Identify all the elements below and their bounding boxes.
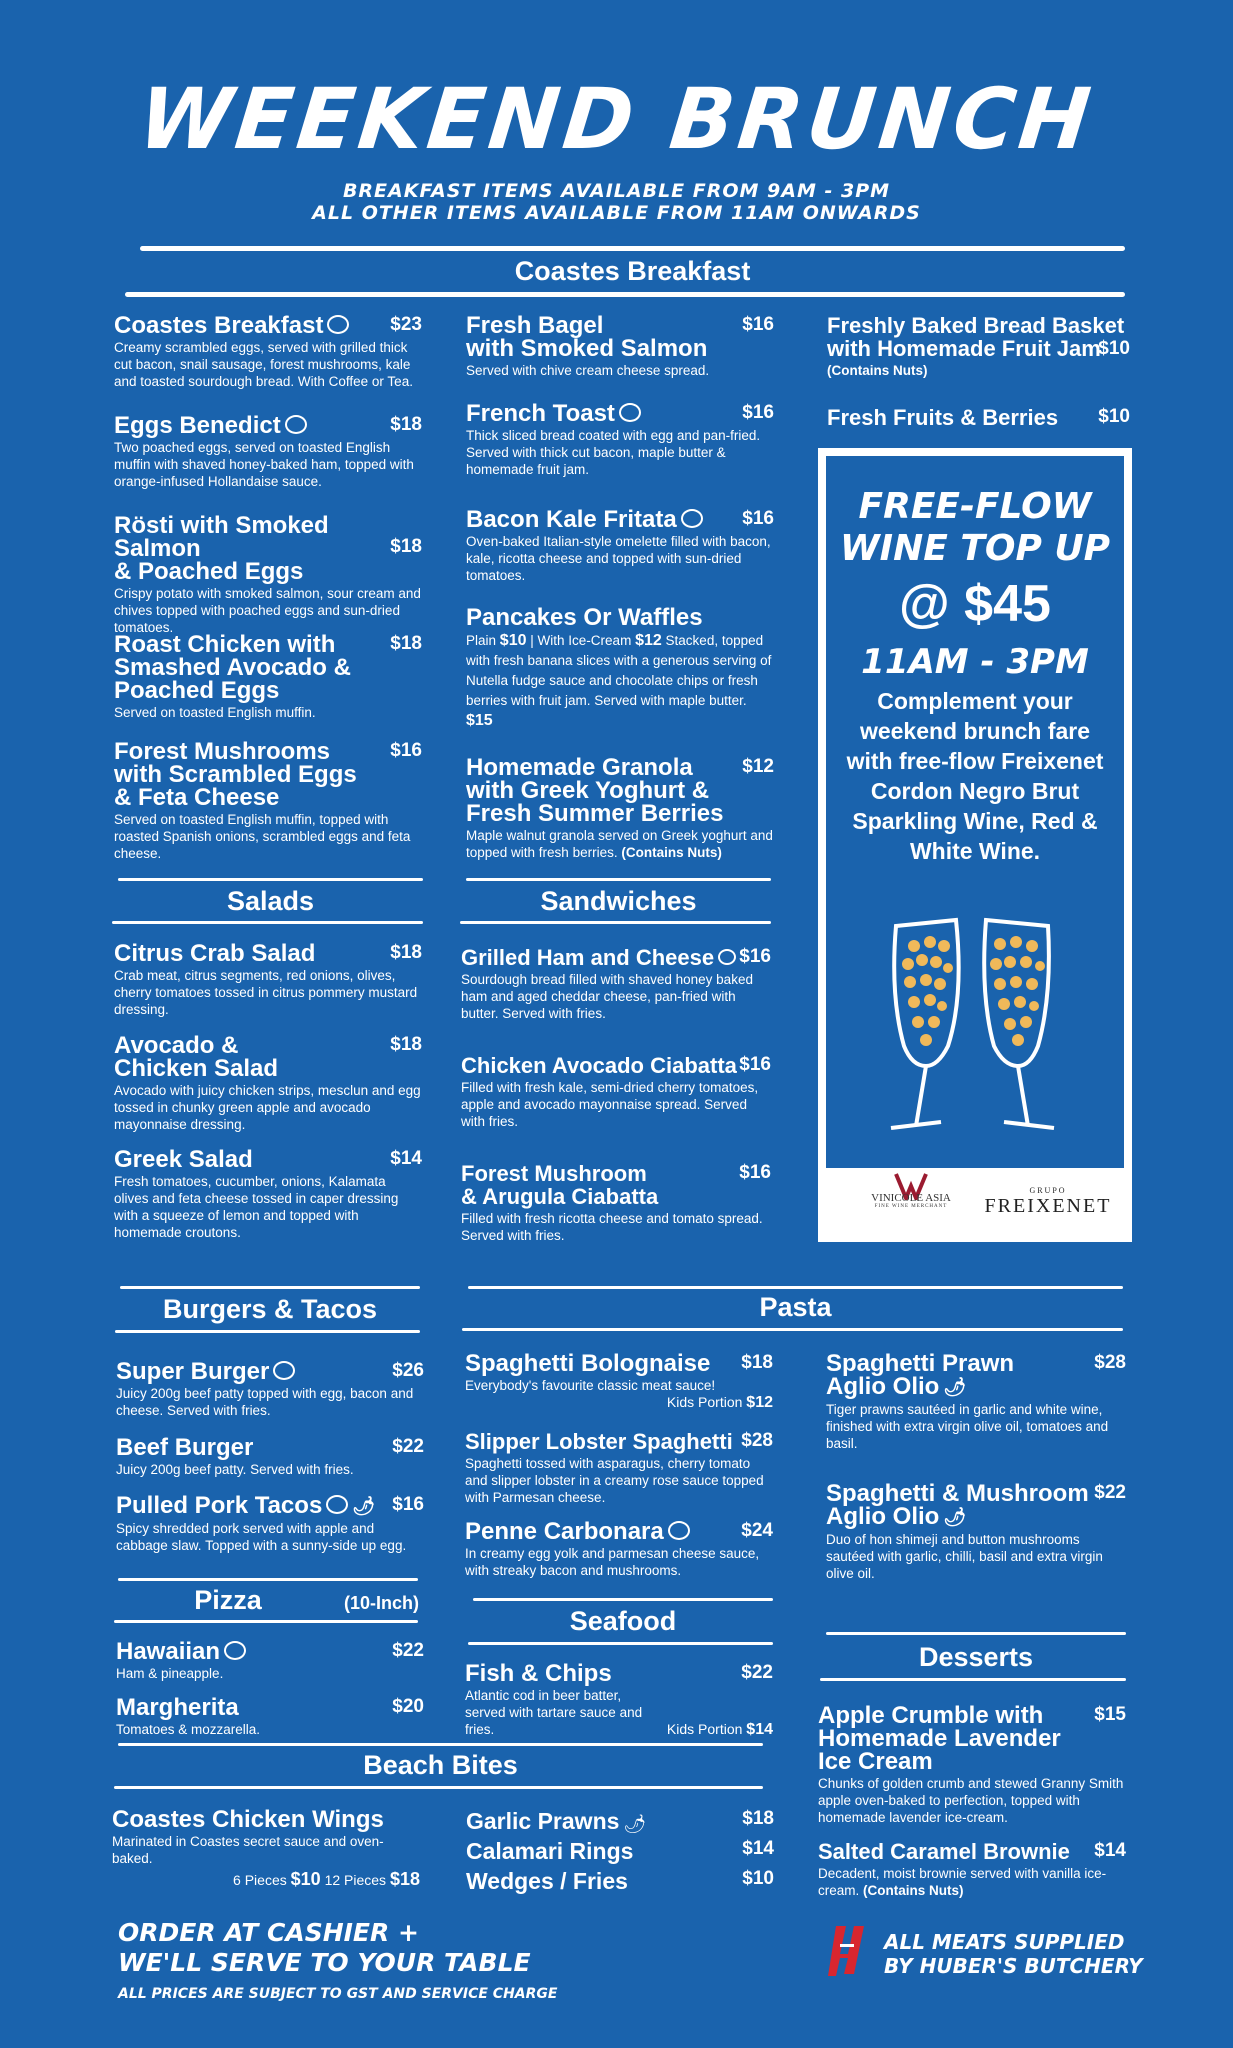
kids-portion-price: $14 (746, 1721, 773, 1738)
item-name: Aglio Olio (826, 1373, 940, 1400)
order-instructions: ORDER AT CASHIER + (118, 1918, 419, 1947)
menu-item-granola (466, 756, 774, 861)
divider (118, 1578, 418, 1581)
item-name: Penne Carbonara (465, 1518, 664, 1545)
item-price: $18 (390, 942, 422, 963)
divider (462, 1328, 1123, 1331)
item-price: $26 (392, 1360, 424, 1381)
logo-text: FREIXENET (984, 1195, 1112, 1217)
item-name: Poached Eggs (114, 677, 280, 704)
item-name: Salted Caramel Brownie (818, 1839, 1070, 1864)
item-price: $22 (392, 1640, 424, 1661)
item-name: Homemade Lavender (818, 1725, 1061, 1752)
menu-item-garlic-prawns (466, 1808, 774, 1835)
logo-text: VINICOLE ASIA (871, 1192, 951, 1204)
section-title-burgers: Burgers & Tacos (162, 1294, 378, 1324)
menu-item-chicken-ciabatta (461, 1054, 771, 1130)
pork-icon (326, 1495, 348, 1514)
item-name: Eggs Benedict (114, 412, 281, 439)
portion-price: $10 (290, 1869, 321, 1889)
item-name: & Arugula Ciabatta (461, 1184, 659, 1209)
separator: | (530, 633, 534, 648)
menu-item-salad (114, 1034, 422, 1133)
chili-icon: 🌶 (943, 1507, 967, 1528)
option-label: With Ice-Cream (537, 633, 632, 648)
menu-item-forest-mushrooms (114, 740, 422, 862)
item-name: Garlic Prawns (466, 1808, 620, 1834)
menu-item-mushroom-ciabatta (461, 1162, 771, 1244)
item-description: Ham & pineapple. (116, 1666, 224, 1681)
section-title-beach-bites: Beach Bites (363, 1750, 518, 1780)
divider (820, 1678, 1126, 1681)
item-price: $22 (1094, 1482, 1126, 1503)
item-name: Chicken Avocado Ciabatta (461, 1053, 737, 1078)
item-description: Maple walnut granola served on Greek yoghurt and topped with fresh berries. (466, 828, 773, 860)
menu-item-roast-chicken (114, 633, 422, 721)
pork-icon (273, 1361, 295, 1380)
item-description: Spaghetti tossed with asparagus, cherry tomato and slipper lobster in a creamy rose sauce topped with Parmesan cheese. (465, 1456, 764, 1505)
item-price: $28 (741, 1430, 773, 1451)
item-name: Margherita (116, 1694, 239, 1721)
kids-portion-label: Kids Portion (666, 1721, 743, 1737)
item-name: with Smoked Salmon (466, 335, 708, 362)
item-name: Freshly Baked Bread Basket (827, 313, 1125, 338)
menu-item-penne-carbonara (465, 1520, 773, 1579)
item-price: $16 (390, 740, 422, 761)
menu-item-pizza (116, 1640, 424, 1682)
item-name: Beef Burger (116, 1434, 254, 1461)
item-description: Filled with fresh kale, semi-dried cherry tomatoes, apple and avocado mayonnaise spread. Served with fries. (461, 1080, 759, 1129)
item-name: Coastes Chicken Wings (112, 1806, 384, 1833)
item-description: Duo of hon shimeji and button mushrooms sautéed with garlic, chilli, basil and extra virgin olive oil. (826, 1532, 1103, 1582)
menu-item-salad (114, 1148, 422, 1241)
pork-icon (224, 1641, 246, 1660)
vinicole-logo (856, 1192, 966, 1209)
item-name: with Homemade Fruit Jam (827, 336, 1101, 361)
champagne-glasses-icon (876, 916, 1076, 1146)
page-title: WEEKEND BRUNCH (134, 70, 1099, 168)
item-name: Apple Crumble with (818, 1702, 1044, 1729)
wine-promo-box (818, 448, 1132, 1242)
item-name: with Scrambled Eggs (114, 761, 357, 788)
menu-item-caramel-brownie (818, 1840, 1126, 1899)
logo-subtext: GRUPO (1029, 1186, 1067, 1195)
item-name: Chicken Salad (114, 1055, 279, 1082)
divider (826, 1632, 1126, 1635)
menu-item-apple-crumble (818, 1704, 1126, 1826)
item-name: Forest Mushroom (461, 1161, 647, 1186)
item-name: Wedges / Fries (466, 1868, 628, 1894)
item-name: Roast Chicken with (114, 631, 336, 658)
divider (473, 1598, 773, 1601)
order-instructions: WE'LL SERVE TO YOUR TABLE (118, 1948, 531, 1977)
item-name: Fresh Bagel (466, 312, 604, 339)
portion-label: 6 Pieces (233, 1872, 287, 1888)
item-name: Bacon Kale Fritata (466, 506, 677, 533)
item-description: In creamy egg yolk and parmesan cheese sauce, with streaky bacon and mushrooms. (465, 1546, 760, 1578)
divider (118, 878, 423, 881)
item-name: Smashed Avocado & (114, 654, 351, 681)
item-name: Avocado & (114, 1032, 239, 1059)
item-name: Forest Mushrooms (114, 738, 331, 765)
section-title-pasta: Pasta (759, 1292, 832, 1322)
item-price: $10 (742, 1868, 774, 1889)
kids-portion-price: $12 (746, 1394, 773, 1411)
item-name: Pulled Pork Tacos (116, 1492, 323, 1519)
section-title-salads: Salads (226, 886, 315, 916)
item-description: Decadent, moist brownie served with vanilla ice-cream. (818, 1866, 1107, 1898)
item-price: $18 (742, 1808, 774, 1829)
section-title-desserts: Desserts (918, 1642, 1034, 1672)
item-description: Tiger prawns sautéed in garlic and white wine, finished with extra virgin olive oil, tomatoes and basil. (826, 1402, 1109, 1452)
item-description: Thick sliced bread coated with egg and pan-fried. Served with thick cut bacon, maple butter & homemade fruit jam. (466, 428, 761, 477)
item-price: $18 (741, 1352, 773, 1373)
wine-promo-time: 11AM - 3PM (861, 642, 1089, 682)
item-price: $18 (390, 536, 422, 557)
item-name: Hawaiian (116, 1638, 221, 1665)
allergy-note: (Contains Nuts) (863, 1883, 964, 1898)
item-name: French Toast (466, 400, 615, 427)
divider (114, 1620, 418, 1623)
item-price: $16 (742, 314, 774, 335)
pork-icon (668, 1521, 690, 1540)
item-description: Chunks of golden crumb and stewed Granny Smith apple oven-baked to perfection, topped with homemade lavender ice-cream. (818, 1776, 1124, 1825)
menu-item-french-toast (466, 402, 774, 478)
divider (118, 1743, 763, 1746)
item-description: Marinated in Coastes secret sauce and oven-baked. (112, 1834, 384, 1866)
menu-item-bacon-kale-fritata (466, 508, 774, 584)
divider (460, 921, 771, 924)
item-name: Greek Salad (114, 1146, 253, 1173)
item-name: with Greek Yoghurt & (466, 777, 710, 804)
item-price: $16 (739, 1162, 771, 1183)
allergy-note: (Contains Nuts) (827, 363, 928, 378)
item-name: Rösti with Smoked Salmon (114, 512, 329, 562)
item-description: Stacked, topped with fresh banana slices with a generous serving of Nutella fudge sauce and chocolate chips or fresh berries with fruit jam. Served with maple butter. (466, 633, 772, 708)
divider (125, 292, 1125, 297)
menu-item-fresh-fruits (827, 406, 1130, 429)
menu-item-pulled-pork-tacos (116, 1494, 424, 1554)
item-price: $18 (390, 1034, 422, 1055)
menu-item-fresh-bagel (466, 314, 774, 379)
divider (468, 1642, 773, 1645)
divider (114, 1786, 763, 1789)
item-name: Coastes Breakfast (114, 312, 324, 339)
item-description: Tomatoes & mozzarella. (116, 1722, 261, 1737)
item-price: $14 (390, 1148, 422, 1169)
menu-item-chicken-wings (112, 1808, 420, 1890)
item-description: Juicy 200g beef patty topped with egg, bacon and cheese. Served with fries. (116, 1386, 414, 1418)
item-name: Citrus Crab Salad (114, 940, 316, 967)
item-price: $16 (739, 1054, 771, 1075)
availability-line-2: ALL OTHER ITEMS AVAILABLE FROM 11AM ONWARDS (312, 202, 921, 224)
wine-promo-text: Complement your weekend brunch fare with free-flow Freixenet Cordon Negro Brut Sparkling Wine, Red & White Wine. (846, 688, 1104, 864)
item-price: $23 (390, 314, 422, 335)
menu-item-fish-chips (465, 1662, 773, 1739)
menu-item-mushroom-aglio-olio (826, 1482, 1126, 1582)
menu-item-wedges (466, 1868, 774, 1895)
item-name: & Poached Eggs (114, 558, 304, 585)
item-price: $16 (739, 946, 771, 967)
item-name: Pancakes Or Waffles (466, 604, 703, 631)
item-name: Spaghetti & Mushroom (826, 1480, 1089, 1507)
section-title-breakfast: Coastes Breakfast (514, 256, 751, 286)
item-price: $20 (392, 1696, 424, 1717)
menu-item-grilled-ham (461, 946, 771, 1022)
menu-item-calamari (466, 1838, 774, 1865)
item-price: $14 (742, 1838, 774, 1859)
item-name: Fresh Fruits & Berries (827, 405, 1059, 430)
wine-promo-heading: FREE-FLOW (858, 486, 1092, 527)
item-description: Creamy scrambled eggs, served with grilled thick cut bacon, snail sausage, forest mushrooms, kale and toasted sourdough bread. With Coffee or Tea. (114, 340, 413, 389)
item-name: Calamari Rings (466, 1838, 634, 1864)
section-title-pizza: Pizza (194, 1585, 262, 1615)
menu-item-salad (114, 942, 422, 1018)
item-price: $16 (742, 508, 774, 529)
pork-icon (619, 403, 641, 422)
pork-icon (285, 415, 307, 434)
item-price: $18 (390, 633, 422, 654)
pork-icon (681, 509, 703, 528)
item-name: Ice Cream (818, 1748, 933, 1775)
pork-icon (327, 315, 349, 334)
menu-item-rosti (114, 514, 422, 636)
item-price: $10 (1098, 406, 1130, 427)
chili-icon: 🌶 (943, 1377, 967, 1398)
item-name: Homemade Granola (466, 754, 693, 781)
divider (140, 246, 1125, 251)
menu-item-prawn-aglio-olio (826, 1352, 1126, 1452)
item-description: Everybody's favourite classic meat sauce! (465, 1378, 716, 1393)
option-price: $10 (499, 632, 527, 649)
menu-item-spaghetti-bolognaise (465, 1352, 773, 1412)
item-name: Super Burger (116, 1358, 270, 1385)
item-description: Avocado with juicy chicken strips, mesclun and egg tossed in chunky green apple and avocado mayonnaise dressing. (114, 1083, 421, 1132)
item-name: Spaghetti Prawn (826, 1350, 1015, 1377)
menu-item-coastes-breakfast (114, 314, 422, 390)
item-price: $10 (1098, 338, 1130, 359)
menu-item-eggs-benedict (114, 414, 422, 490)
allergy-note: (Contains Nuts) (621, 845, 722, 860)
item-name: Fish & Chips (465, 1660, 612, 1687)
menu-item-pancakes (466, 606, 774, 731)
pork-icon (718, 949, 736, 965)
item-description: Juicy 200g beef patty. Served with fries. (116, 1462, 354, 1477)
item-description: Sourdough bread filled with shaved honey baked ham and aged cheddar cheese, pan-fried with butter. Served with fries. (461, 972, 753, 1021)
menu-item-bread-basket (827, 314, 1130, 379)
menu-item-beef-burger (116, 1436, 424, 1478)
item-description: Atlantic cod in beer batter, served with tartare sauce and fries. (465, 1688, 643, 1737)
item-price: $28 (1094, 1352, 1126, 1373)
item-description: Spicy shredded pork served with apple and cabbage slaw. Topped with a sunny-side up egg. (116, 1521, 407, 1554)
item-description: Crispy potato with smoked salmon, sour cream and chives topped with poached eggs and sun-dried tomatoes. (114, 586, 421, 635)
item-name: Aglio Olio (826, 1503, 940, 1530)
divider (120, 1286, 420, 1289)
item-price: $15 (1094, 1704, 1126, 1725)
item-price: $18 (390, 414, 422, 435)
section-title-seafood: Seafood (569, 1606, 677, 1636)
item-description: Served on toasted English muffin, topped with roasted Spanish onions, scrambled eggs and feta cheese. (114, 812, 411, 861)
menu-item-pizza (116, 1696, 424, 1738)
item-description: Crab meat, citrus segments, red onions, olives, cherry tomatoes tossed in citrus pommery mustard dressing. (114, 968, 418, 1017)
item-price: $12 (742, 756, 774, 777)
item-price: $22 (392, 1436, 424, 1457)
freixenet-logo (968, 1186, 1128, 1218)
wine-promo-price: @ $45 (899, 575, 1051, 633)
divider (466, 878, 771, 881)
item-description: Two poached eggs, served on toasted English muffin with shaved honey-baked ham, topped with orange-infused Hollandaise sauce. (114, 440, 414, 489)
divider (468, 1286, 1123, 1289)
menu-item-lobster-spaghetti (465, 1430, 773, 1506)
logo-subtext: FINE WINE MERCHANT (874, 1204, 948, 1209)
item-description: Filled with fresh ricotta cheese and tomato spread. Served with fries. (461, 1211, 763, 1243)
price-note: ALL PRICES ARE SUBJECT TO GST AND SERVICE CHARGE (118, 1986, 558, 2002)
option-label: Plain (466, 633, 497, 648)
item-description: Served on toasted English muffin. (114, 705, 316, 720)
item-name: & Feta Cheese (114, 784, 280, 811)
chili-icon: 🌶 (352, 1496, 376, 1517)
item-price: $14 (1094, 1840, 1126, 1861)
item-description: Fresh tomatoes, cucumber, onions, Kalamata olives and feta cheese tossed in caper dressing with a squeeze of lemon and topped with homemade croutons. (114, 1174, 399, 1240)
kids-portion-label: Kids Portion (666, 1394, 743, 1410)
pizza-size-note: (10-Inch) (344, 1593, 420, 1613)
item-price: $24 (741, 1520, 773, 1541)
divider (115, 1330, 420, 1333)
item-name: Fresh Summer Berries (466, 800, 724, 827)
wine-promo-heading: WINE TOP UP (839, 528, 1111, 569)
meat-supplier: ALL MEATS SUPPLIED (884, 1930, 1125, 1954)
portion-price: $18 (389, 1869, 420, 1889)
availability-line-1: BREAKFAST ITEMS AVAILABLE FROM 9AM - 3PM (342, 180, 891, 202)
item-description: Served with chive cream cheese spread. (466, 363, 710, 378)
item-description: Oven-baked Italian-style omelette filled with bacon, kale, ricotta cheese and topped with sun-dried tomatoes. (466, 534, 771, 583)
option-price: $12 (635, 632, 662, 649)
item-name: Spaghetti Bolognaise (465, 1350, 711, 1377)
item-name: Slipper Lobster Spaghetti (465, 1429, 733, 1454)
chili-icon: 🌶 (623, 1814, 647, 1835)
hubers-butchery-logo-icon (826, 1924, 872, 1980)
item-name: Grilled Ham and Cheese (461, 945, 715, 970)
menu-item-super-burger (116, 1360, 424, 1419)
meat-supplier: BY HUBER'S BUTCHERY (884, 1954, 1143, 1978)
item-price: $22 (741, 1662, 773, 1683)
portion-label: 12 Pieces (324, 1872, 387, 1888)
divider (112, 921, 423, 924)
option-price: $15 (466, 712, 493, 729)
item-price: $16 (742, 402, 774, 423)
section-title-sandwiches: Sandwiches (540, 886, 697, 916)
item-price: $16 (392, 1494, 424, 1515)
